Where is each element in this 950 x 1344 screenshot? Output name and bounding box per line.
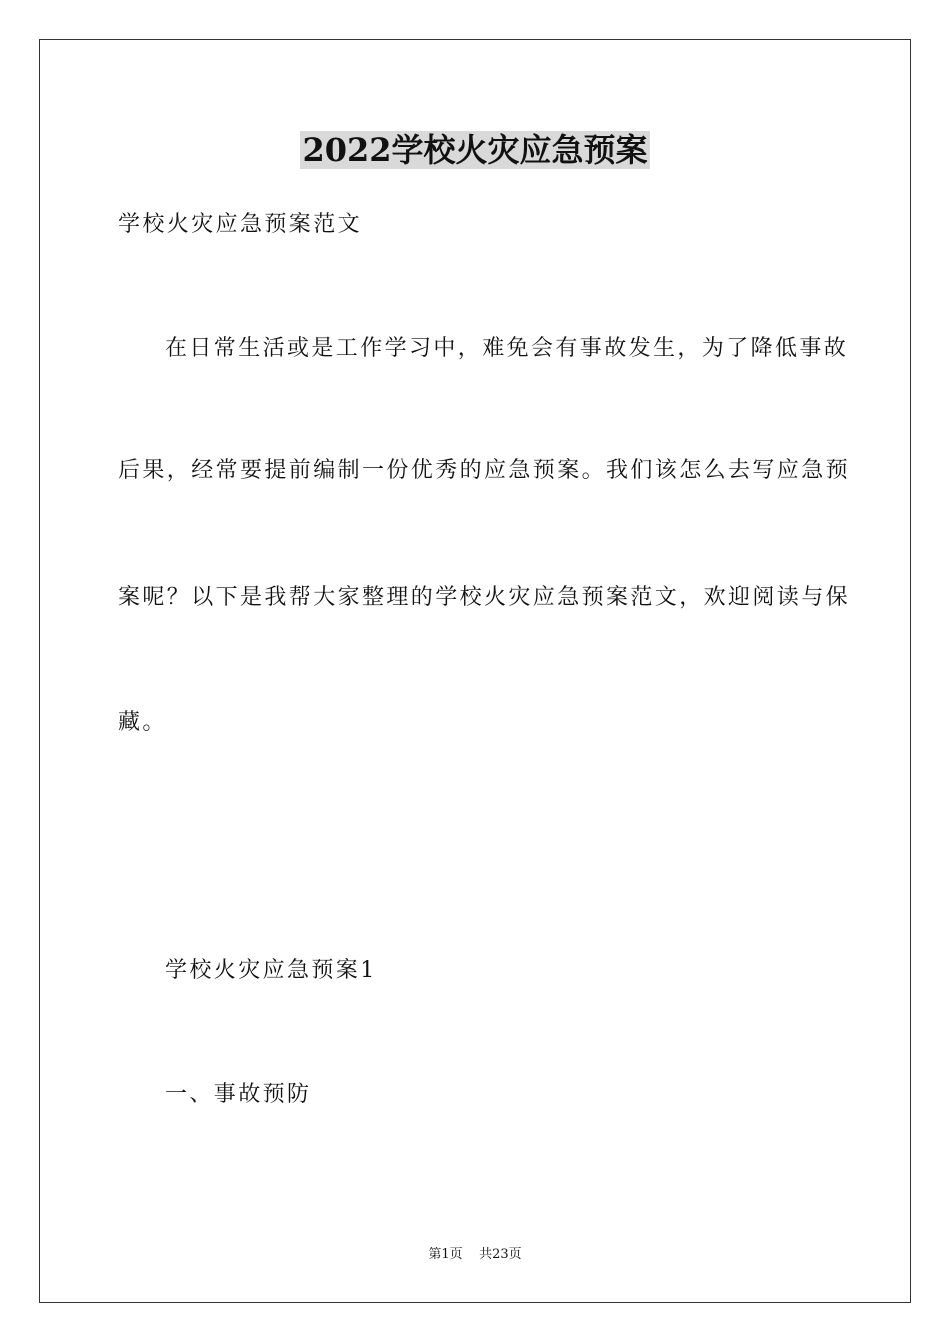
page-footer: 第1页 共23页 bbox=[428, 1247, 522, 1262]
document-title-text: 2022学校火灾应急预案 bbox=[302, 131, 648, 169]
section-heading: 学校火灾应急预案1 bbox=[165, 958, 377, 983]
intro-line-1: 在日常生活或是工作学习中，难免会有事故发生，为了降低事故 bbox=[165, 336, 849, 361]
intro-line-2: 后果，经常要提前编制一份优秀的应急预案。我们该怎么去写应急预 bbox=[118, 458, 851, 483]
document-subtitle: 学校火灾应急预案范文 bbox=[118, 212, 363, 237]
subsection-heading: 一、事故预防 bbox=[165, 1082, 312, 1107]
intro-line-3: 案呢？以下是我帮大家整理的学校火灾应急预案范文，欢迎阅读与保 bbox=[118, 585, 851, 610]
intro-line-4: 藏。 bbox=[118, 710, 167, 735]
document-title bbox=[0, 128, 950, 172]
